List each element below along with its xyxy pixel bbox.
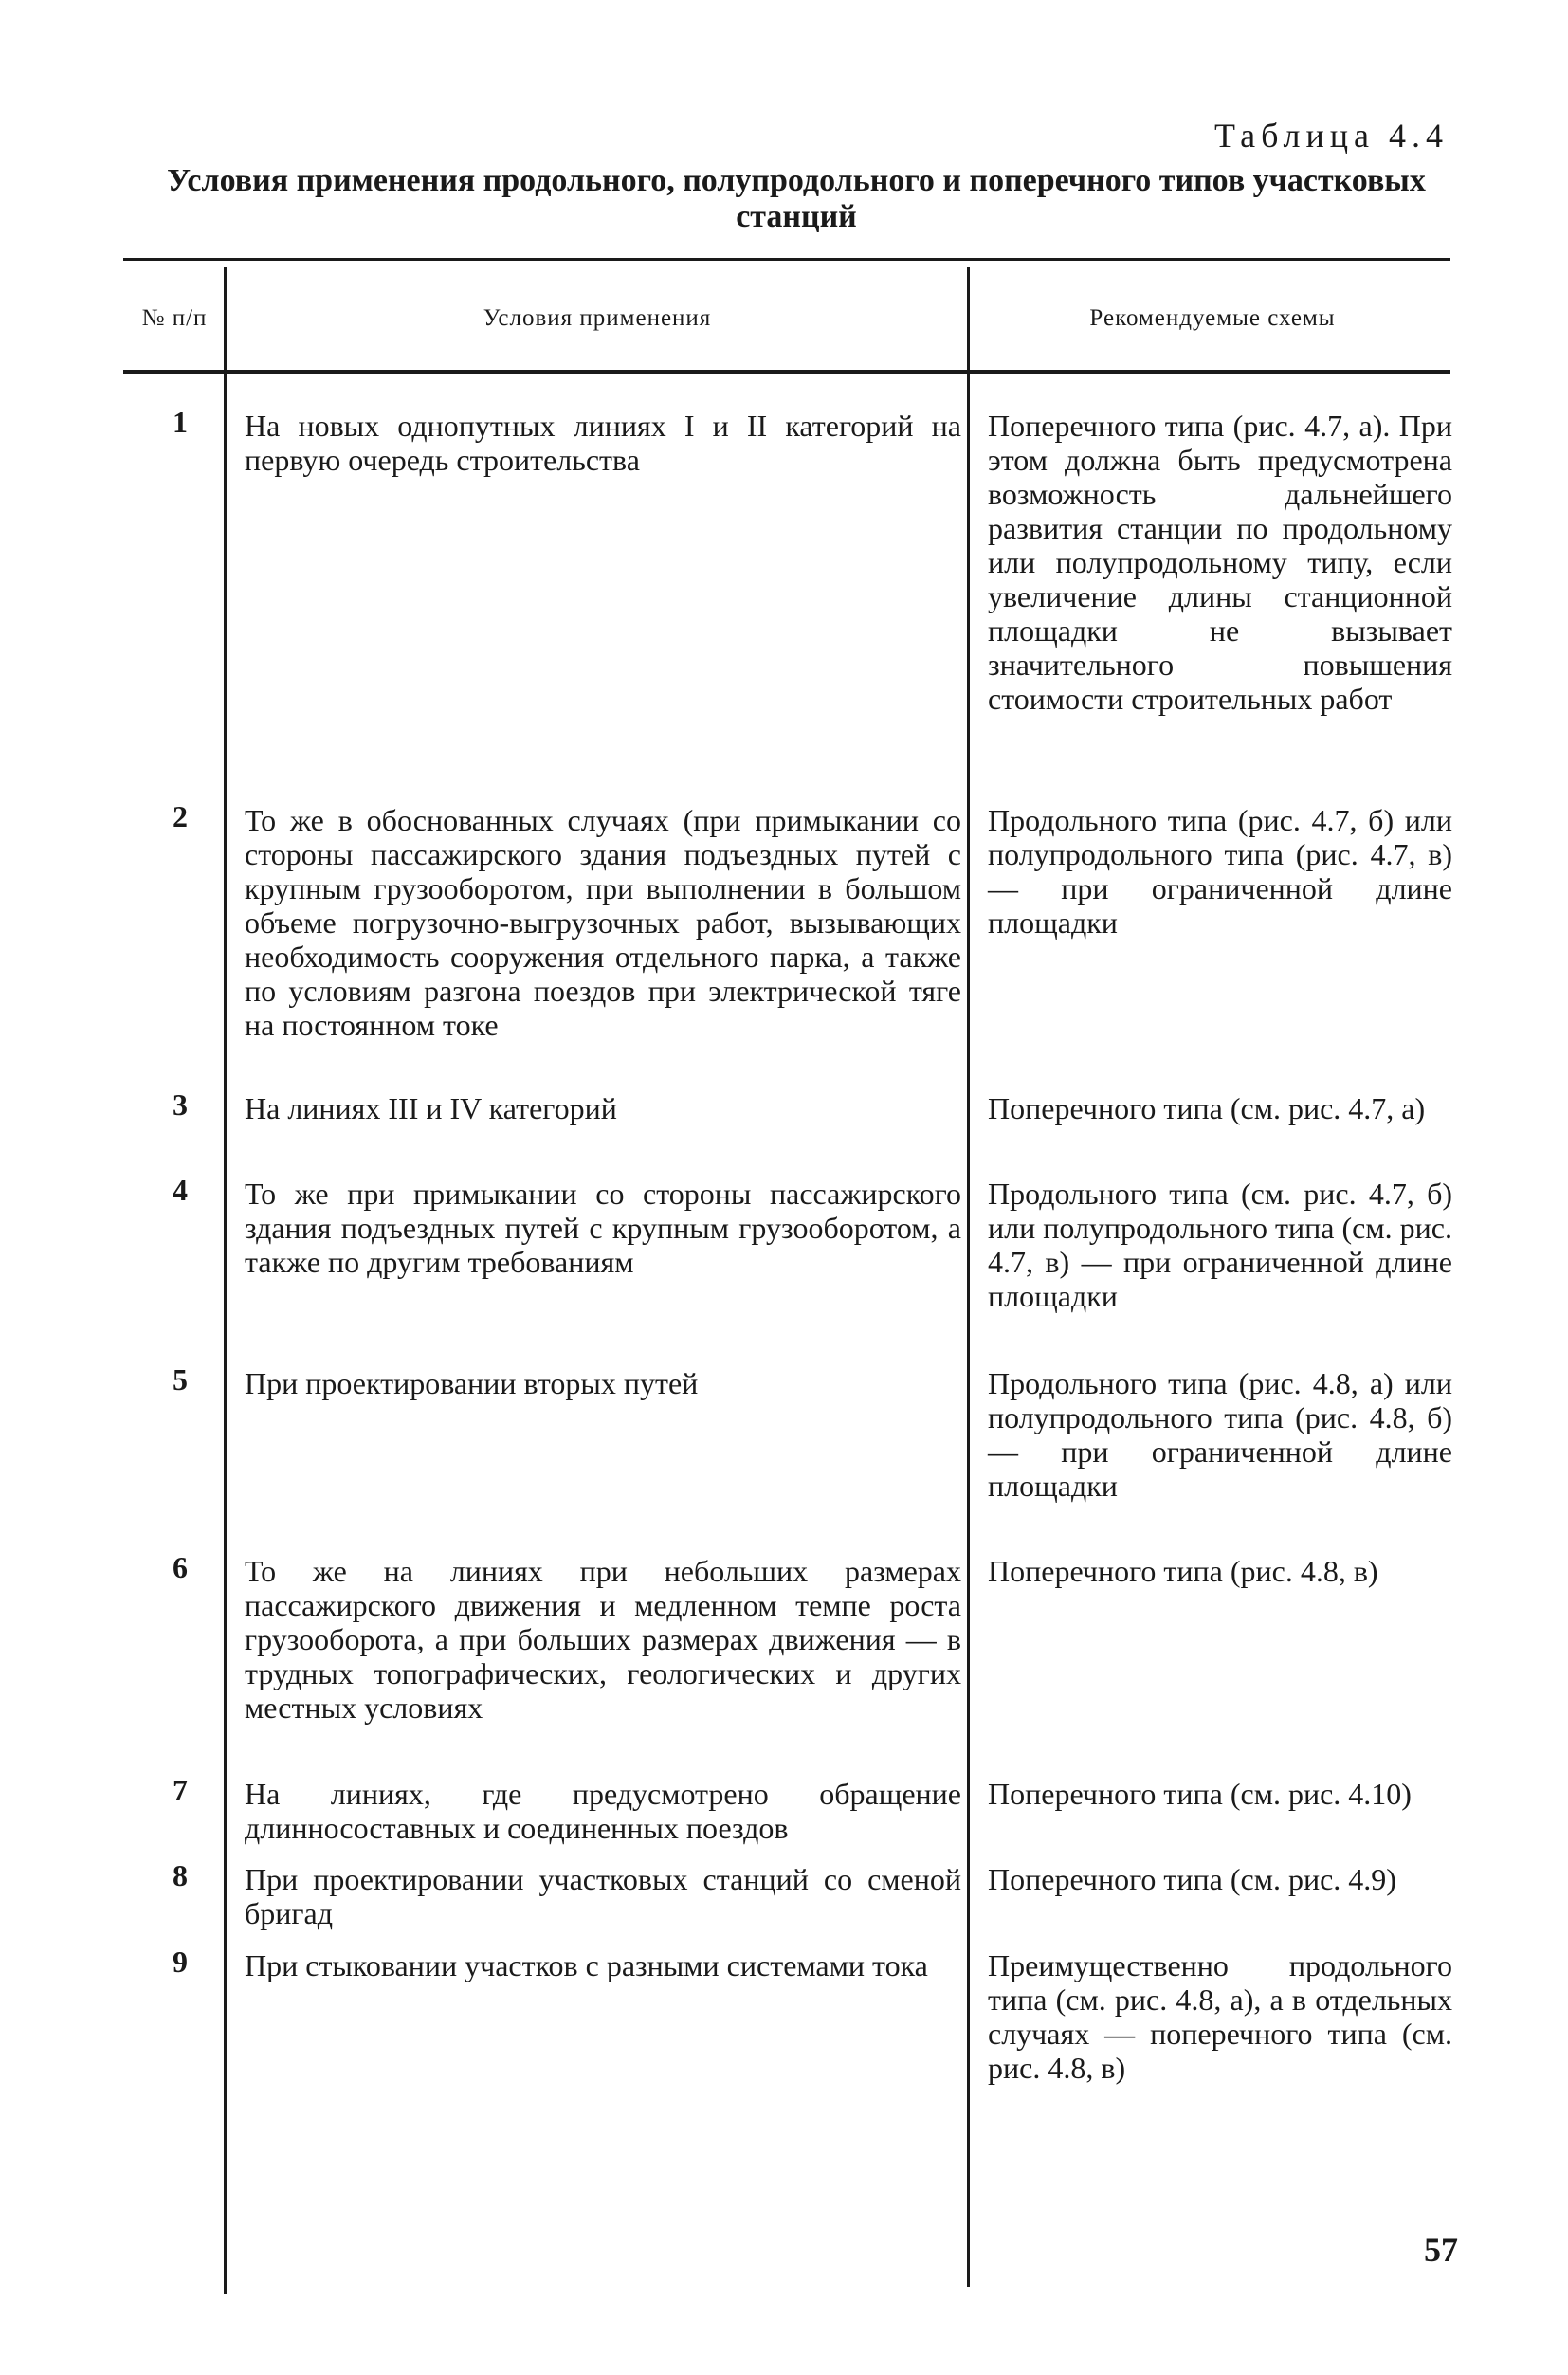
row-scheme: Поперечного типа (рис. 4.8, в): [988, 1554, 1378, 1588]
row-scheme: Поперечного типа (см. рис. 4.10): [988, 1777, 1412, 1811]
row-condition: На линиях, где предусмотрено обращение длинносоставных и соединенных поездов: [245, 1777, 961, 1845]
header-num: № п/п: [141, 305, 208, 331]
row-scheme: Продольного типа (рис. 4.7, б) или полупродольного типа (рис. 4.7, в) — при ограниченной длине площадки: [988, 803, 1452, 940]
row-condition: При проектировании участковых станций со сменой бригад: [245, 1862, 961, 1930]
row-number: 7: [173, 1773, 188, 1807]
row-condition: То же в обоснованных случаях (при примыкании со стороны пассажирского здания подъездных путей с крупным грузооборотом, при выполнении в большом объеме погрузочно-выгрузочных работ, вызывающих необходимость сооружения отдельного парка, а также по условиям разгона поездов при электрической тяге на постоянном токе: [245, 803, 961, 1042]
row-number: 6: [173, 1550, 188, 1584]
row-number: 1: [173, 405, 188, 439]
row-number: 3: [173, 1087, 188, 1122]
header-schemes: Рекомендуемые схемы: [1089, 305, 1336, 331]
table-title: Условия применения продольного, полупродольного и поперечного типов участковых станций: [167, 163, 1426, 234]
row-number: 9: [173, 1945, 188, 1979]
header-conditions: Условия применения: [483, 305, 712, 331]
row-number: 5: [173, 1362, 188, 1397]
row-scheme: Поперечного типа (см. рис. 4.7, а): [988, 1091, 1426, 1125]
row-condition: При проектировании вторых путей: [245, 1366, 699, 1400]
row-scheme: Продольного типа (рис. 4.8, а) или полупродольного типа (рис. 4.8, б) — при ограниченной длине площадки: [988, 1366, 1452, 1503]
column-divider-2: [967, 267, 970, 2287]
row-number: 2: [173, 799, 188, 833]
table-label: Таблица 4.4: [1214, 117, 1449, 155]
row-scheme: Продольного типа (см. рис. 4.7, б) или полупродольного типа (см. рис. 4.7, в) — при ограниченной длине площадки: [988, 1177, 1452, 1313]
row-number: 8: [173, 1858, 188, 1892]
page-number: 57: [1424, 2231, 1458, 2269]
row-scheme: Поперечного типа (см. рис. 4.9): [988, 1862, 1396, 1896]
column-divider-1: [224, 267, 227, 2294]
row-scheme: Поперечного типа (рис. 4.7, а). При этом должна быть предусмотрена возможность дальнейшего развития станции по продольному или полупродольному типу, если увеличение длины станционной площадки не вызывает значительного повышения стоимости строительных работ: [988, 409, 1452, 716]
row-condition: На линиях III и IV категорий: [245, 1091, 617, 1125]
header-rule: [123, 370, 1450, 374]
row-scheme: Преимущественно продольного типа (см. рис. 4.8, а), а в отдельных случаях — поперечного типа (см. рис. 4.8, в): [988, 1948, 1452, 2085]
row-number: 4: [173, 1173, 188, 1207]
top-rule: [123, 258, 1450, 261]
row-condition: То же при примыкании со стороны пассажирского здания подъездных путей с крупным грузооборотом, а также по другим требованиям: [245, 1177, 961, 1279]
row-condition: То же на линиях при небольших размерах пассажирского движения и медленном темпе роста грузооборота, а при больших размерах движения — в трудных топографических, геологических и других местных условиях: [245, 1554, 961, 1725]
row-condition: При стыковании участков с разными системами тока: [245, 1948, 928, 1982]
row-condition: На новых однопутных линиях I и II категорий на первую очередь строительства: [245, 409, 961, 477]
